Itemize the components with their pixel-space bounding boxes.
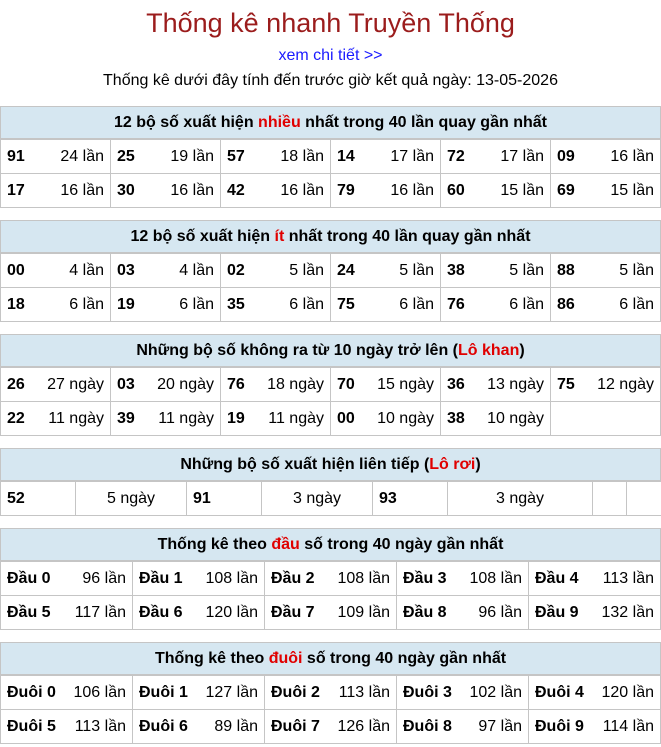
count-cell: 5 ngày — [76, 482, 187, 516]
stat-count: 11 ngày — [268, 409, 324, 427]
stat-label: 02 — [227, 261, 245, 279]
stat-count: 6 lần — [509, 295, 544, 313]
stat-label: Đuôi 9 — [535, 717, 584, 735]
stat-label: 38 — [447, 409, 465, 427]
stat-cell — [1, 368, 111, 402]
stat-count: 108 lần — [337, 569, 390, 587]
table-row — [1, 710, 661, 744]
stat-cell — [441, 368, 551, 402]
stat-cell — [551, 140, 661, 174]
stat-cell — [551, 174, 661, 208]
stat-label: 19 — [227, 409, 245, 427]
page-subtitle: Thống kê dưới đây tính đến trước giờ kết quả ngày: 13-05-2026 — [103, 72, 558, 89]
stat-cell — [221, 288, 331, 322]
table-row — [1, 402, 661, 436]
stat-count: 17 lần — [500, 147, 544, 165]
detail-link[interactable]: xem chi tiết >> — [278, 47, 383, 64]
stat-label: 79 — [337, 181, 355, 199]
stat-count: 15 lần — [610, 181, 654, 199]
stat-count: 113 lần — [602, 569, 654, 587]
stat-count: 17 lần — [390, 147, 434, 165]
stat-count: 24 lần — [60, 147, 104, 165]
stat-cell — [441, 174, 551, 208]
stat-cell — [331, 140, 441, 174]
stat-count: 5 lần — [399, 261, 434, 279]
stat-label: Đuôi 8 — [403, 717, 452, 735]
stat-count: 27 ngày — [47, 375, 104, 393]
stat-cell — [133, 676, 265, 710]
section-heading: Những bộ số xuất hiện liên tiếp (Lô rơi) — [0, 448, 661, 481]
stat-label: Đuôi 0 — [7, 683, 56, 701]
section-heading: 12 bộ số xuất hiện ít nhất trong 40 lần quay gần nhất — [0, 220, 661, 253]
stat-cell — [265, 596, 397, 630]
stat-count: 96 lần — [478, 603, 522, 621]
stat-cell — [529, 596, 661, 630]
stat-cell — [397, 596, 529, 630]
section-heading: Những bộ số không ra từ 10 ngày trở lên (Lô khan) — [0, 334, 661, 367]
stat-label: 09 — [557, 147, 575, 165]
stat-label: 70 — [337, 375, 355, 393]
stat-label: 38 — [447, 261, 465, 279]
empty-cell — [627, 482, 661, 516]
stat-label: 69 — [557, 181, 575, 199]
stat-count: 19 lần — [170, 147, 214, 165]
stat-cell — [221, 254, 331, 288]
stat-cell — [331, 368, 441, 402]
stat-label: 22 — [7, 409, 25, 427]
stat-cell — [551, 368, 661, 402]
stat-label: Đầu 0 — [7, 569, 51, 587]
stat-cell — [111, 368, 221, 402]
stat-count: 16 lần — [390, 181, 434, 199]
stat-label: 17 — [7, 181, 25, 199]
stats-table — [0, 561, 661, 630]
table-row — [1, 676, 661, 710]
section-heading: Thống kê theo đuôi số trong 40 ngày gần nhất — [0, 642, 661, 675]
stat-label: 03 — [117, 375, 135, 393]
stat-count: 11 ngày — [158, 409, 214, 427]
stat-cell — [1, 174, 111, 208]
stat-count: 4 lần — [69, 261, 104, 279]
stat-cell — [1, 254, 111, 288]
stat-label: 03 — [117, 261, 135, 279]
page-title: Thống kê nhanh Truyền Thống — [146, 8, 515, 38]
stat-cell — [221, 402, 331, 436]
stat-count: 126 lần — [337, 717, 390, 735]
stat-cell — [265, 676, 397, 710]
section-heading: 12 bộ số xuất hiện nhiều nhất trong 40 lần quay gần nhất — [0, 106, 661, 139]
stat-cell — [133, 562, 265, 596]
stat-count: 12 ngày — [597, 375, 654, 393]
stat-count: 6 lần — [69, 295, 104, 313]
stat-cell — [529, 562, 661, 596]
stat-count: 106 lần — [73, 683, 126, 701]
empty-cell — [593, 482, 627, 516]
stat-count: 15 lần — [500, 181, 544, 199]
stat-label: Đầu 4 — [535, 569, 579, 587]
stats-table — [0, 253, 661, 322]
stat-label: Đầu 2 — [271, 569, 315, 587]
stat-count: 120 lần — [601, 683, 654, 701]
stat-cell — [1, 140, 111, 174]
stat-label: 30 — [117, 181, 135, 199]
stat-count: 16 lần — [610, 147, 654, 165]
stat-count: 11 ngày — [48, 409, 104, 427]
stat-label: Đuôi 5 — [7, 717, 56, 735]
stat-count: 16 lần — [170, 181, 214, 199]
stat-count: 127 lần — [205, 683, 258, 701]
table-row — [1, 368, 661, 402]
stat-cell — [1, 288, 111, 322]
stat-label: Đuôi 3 — [403, 683, 452, 701]
stat-count: 16 lần — [280, 181, 324, 199]
stat-count: 117 lần — [74, 603, 126, 621]
stat-count: 15 ngày — [377, 375, 434, 393]
stat-label: 24 — [337, 261, 355, 279]
stat-label: 72 — [447, 147, 465, 165]
stat-count: 6 lần — [289, 295, 324, 313]
stat-label: 75 — [557, 375, 575, 393]
lo-roi-section — [0, 448, 661, 516]
count-cell: 3 ngày — [262, 482, 373, 516]
number-cell: 93 — [373, 482, 448, 516]
stat-cell — [331, 254, 441, 288]
stat-count: 18 lần — [280, 147, 324, 165]
stat-cell — [331, 402, 441, 436]
stat-cell — [221, 140, 331, 174]
table-row — [1, 254, 661, 288]
stat-cell — [1, 402, 111, 436]
stat-count: 13 ngày — [487, 375, 544, 393]
count-cell: 3 ngày — [448, 482, 593, 516]
stat-label: 00 — [337, 409, 355, 427]
stat-cell — [397, 710, 529, 744]
section-heading: Thống kê theo đầu số trong 40 ngày gần nhất — [0, 528, 661, 561]
stat-label: 57 — [227, 147, 245, 165]
stat-label: 25 — [117, 147, 135, 165]
stat-cell — [111, 402, 221, 436]
stat-count: 10 ngày — [377, 409, 434, 427]
stat-cell — [441, 254, 551, 288]
table-row — [1, 482, 661, 516]
stat-cell — [397, 562, 529, 596]
stat-cell — [529, 710, 661, 744]
stat-count: 96 lần — [82, 569, 126, 587]
stat-cell — [397, 676, 529, 710]
stat-cell — [441, 402, 551, 436]
lo-khan-section — [0, 334, 661, 436]
stat-label: Đầu 8 — [403, 603, 447, 621]
stat-label: Đuôi 1 — [139, 683, 188, 701]
stat-cell — [265, 562, 397, 596]
stat-cell — [221, 368, 331, 402]
stat-count: 114 lần — [602, 717, 654, 735]
table-row — [1, 562, 661, 596]
number-cell: 52 — [1, 482, 76, 516]
stat-count: 4 lần — [179, 261, 214, 279]
stat-cell — [331, 288, 441, 322]
stat-count: 5 lần — [289, 261, 324, 279]
stat-cell — [111, 254, 221, 288]
stat-cell — [551, 254, 661, 288]
stat-cell — [551, 288, 661, 322]
stat-label: Đuôi 6 — [139, 717, 188, 735]
stat-label: 86 — [557, 295, 575, 313]
stat-label: Đầu 3 — [403, 569, 447, 587]
stat-label: 35 — [227, 295, 245, 313]
stat-count: 89 lần — [214, 717, 258, 735]
stat-label: 18 — [7, 295, 25, 313]
stat-label: Đuôi 7 — [271, 717, 320, 735]
stat-cell — [529, 676, 661, 710]
stat-count: 113 lần — [74, 717, 126, 735]
stat-cell — [133, 596, 265, 630]
stat-cell — [441, 140, 551, 174]
stat-count: 18 ngày — [267, 375, 324, 393]
table-row — [1, 140, 661, 174]
stat-label: Đầu 9 — [535, 603, 579, 621]
stat-label: 60 — [447, 181, 465, 199]
most-frequent-section — [0, 106, 661, 208]
stat-cell — [265, 710, 397, 744]
stat-count: 6 lần — [179, 295, 214, 313]
stat-cell — [1, 710, 133, 744]
duoi-section — [0, 642, 661, 744]
stat-count: 5 lần — [619, 261, 654, 279]
stats-table — [0, 675, 661, 744]
table-row — [1, 596, 661, 630]
least-frequent-section — [0, 220, 661, 322]
stat-label: 00 — [7, 261, 25, 279]
stat-label: Đuôi 2 — [271, 683, 320, 701]
stat-label: 88 — [557, 261, 575, 279]
stat-cell — [1, 562, 133, 596]
stat-cell — [111, 140, 221, 174]
stat-cell — [331, 174, 441, 208]
stat-cell — [133, 710, 265, 744]
stat-label: Đầu 5 — [7, 603, 51, 621]
stat-count: 132 lần — [601, 603, 654, 621]
stat-count: 108 lần — [205, 569, 258, 587]
stat-label: Đầu 6 — [139, 603, 183, 621]
stat-count: 113 lần — [338, 683, 390, 701]
stat-count: 120 lần — [205, 603, 258, 621]
stat-cell — [1, 676, 133, 710]
stat-cell — [221, 174, 331, 208]
stat-label: Đuôi 4 — [535, 683, 584, 701]
stat-count: 16 lần — [60, 181, 104, 199]
stat-label: 42 — [227, 181, 245, 199]
stat-label: 76 — [227, 375, 245, 393]
stat-cell — [441, 288, 551, 322]
number-cell: 91 — [187, 482, 262, 516]
stat-count: 6 lần — [619, 295, 654, 313]
stat-label: 14 — [337, 147, 355, 165]
stat-label: Đầu 1 — [139, 569, 183, 587]
stat-count: 6 lần — [399, 295, 434, 313]
stat-count: 20 ngày — [157, 375, 214, 393]
stat-count: 5 lần — [509, 261, 544, 279]
stat-label: 19 — [117, 295, 135, 313]
table-row — [1, 288, 661, 322]
stat-cell — [1, 596, 133, 630]
stats-table — [0, 139, 661, 208]
stat-count: 108 lần — [469, 569, 522, 587]
stat-cell — [551, 402, 661, 436]
stat-label: 39 — [117, 409, 135, 427]
stat-label: 91 — [7, 147, 25, 165]
dau-section — [0, 528, 661, 630]
stat-label: 76 — [447, 295, 465, 313]
stat-label: Đầu 7 — [271, 603, 315, 621]
stat-count: 97 lần — [478, 717, 522, 735]
stats-table — [0, 367, 661, 436]
stat-count: 10 ngày — [487, 409, 544, 427]
stat-label: 36 — [447, 375, 465, 393]
stat-cell — [111, 288, 221, 322]
table-row — [1, 174, 661, 208]
stat-count: 102 lần — [469, 683, 522, 701]
stat-label: 26 — [7, 375, 25, 393]
stat-label: 75 — [337, 295, 355, 313]
stats-table — [0, 481, 661, 516]
stat-count: 109 lần — [337, 603, 390, 621]
stat-cell — [111, 174, 221, 208]
